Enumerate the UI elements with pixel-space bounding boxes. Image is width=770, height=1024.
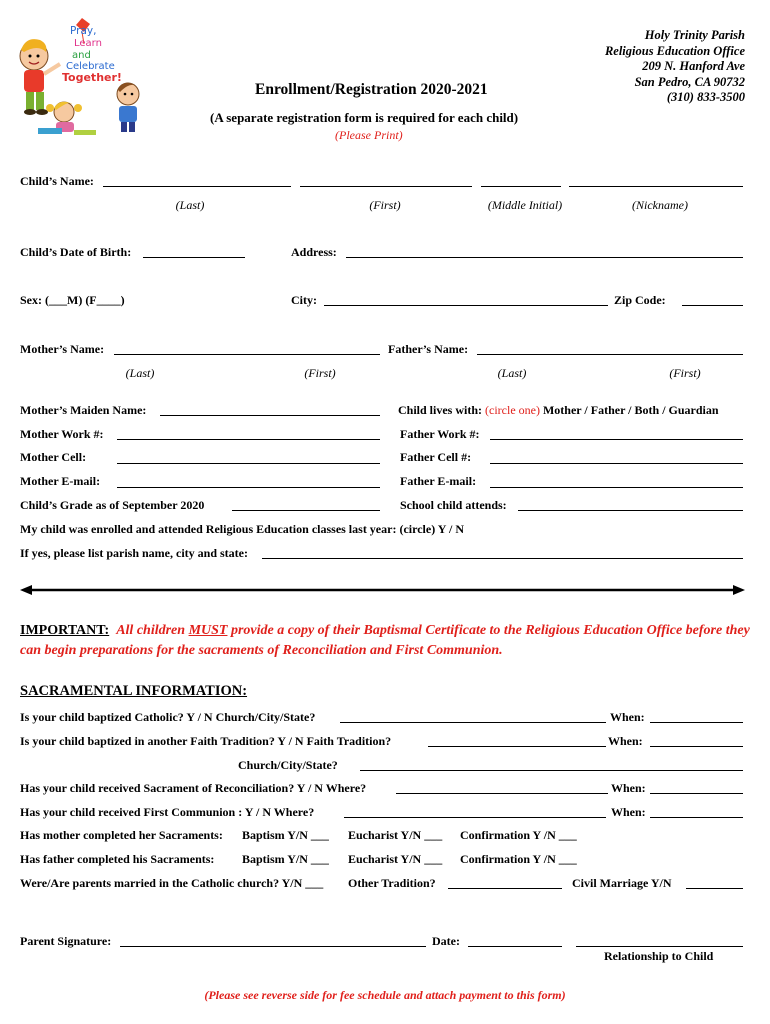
form-title: Enrollment/Registration 2020-2021 (255, 81, 488, 98)
reconciliation-when-field[interactable] (650, 793, 743, 794)
parish-city: San Pedro, CA 90732 (634, 74, 745, 89)
important-text-1: All children (116, 623, 186, 638)
relationship-label: Relationship to Child (604, 949, 714, 963)
enrolled-question[interactable]: My child was enrolled and attended Religious Education classes last year: (circle) Y / N (20, 522, 464, 536)
church-city-state-label: Church/City/State? (238, 758, 338, 772)
nickname-caption: (Nickname) (632, 198, 688, 212)
mother-first-caption: (First) (304, 366, 336, 380)
parish-phone: (310) 833-3500 (666, 90, 745, 104)
dob-field[interactable] (143, 257, 245, 258)
date-label: Date: (432, 934, 460, 948)
father-work-field[interactable] (490, 439, 743, 440)
church-city-state-field[interactable] (360, 770, 743, 771)
logo-text-5: Together! (62, 71, 122, 84)
mother-cell-label: Mother Cell: (20, 450, 87, 464)
communion-when-field[interactable] (650, 817, 743, 818)
please-print-note: (Please Print) (335, 128, 403, 142)
father-first-caption: (First) (669, 366, 701, 380)
mother-sacraments-label: Has mother completed her Sacraments: (20, 828, 223, 842)
child-nickname-field[interactable] (569, 186, 743, 187)
logo-text-4: Celebrate (66, 61, 115, 72)
baptized-catholic-question: Is your child baptized Catholic? Y / N Church/City/State? (20, 710, 316, 724)
mother-name-label: Mother’s Name: (20, 342, 105, 356)
address-field[interactable] (346, 257, 743, 258)
father-confirmation[interactable]: Confirmation Y /N ___ (460, 852, 577, 866)
civil-marriage-field[interactable] (686, 888, 743, 889)
married-question[interactable]: Were/Are parents married in the Catholic church? Y/N ___ (20, 876, 324, 890)
parent-signature-label: Parent Signature: (20, 934, 112, 948)
father-email-field[interactable] (490, 487, 743, 488)
footer-note: (Please see reverse side for fee schedule and attach payment to this form) (204, 988, 566, 1002)
parish-office: Religious Education Office (604, 43, 745, 58)
parish-address-block (605, 28, 745, 106)
parish-street: 209 N. Hanford Ave (642, 59, 745, 73)
father-work-label: Father Work #: (400, 427, 480, 441)
section-divider-arrow (20, 582, 745, 598)
other-tradition-label: Other Tradition? (348, 876, 436, 890)
mother-email-field[interactable] (117, 487, 380, 488)
relationship-field[interactable] (576, 946, 743, 947)
parish-list-label: If yes, please list parish name, city and state: (20, 546, 248, 560)
grade-field[interactable] (232, 510, 380, 511)
maiden-name-field[interactable] (160, 415, 380, 416)
city-label: City: (291, 293, 317, 307)
baptized-catholic-church-field[interactable] (340, 722, 606, 723)
grade-label: Child’s Grade as of September 2020 (20, 498, 205, 512)
child-last-name-field[interactable] (103, 186, 291, 187)
middle-initial-caption: (Middle Initial) (487, 198, 563, 212)
reconciliation-question: Has your child received Sacrament of Reconciliation? Y / N Where? (20, 781, 367, 795)
logo-text-3: and (72, 50, 91, 61)
important-text-2: provide a copy of their Baptismal Certificate to the Religious Education Office before they can begin preparations for the sacraments of Reconciliation and First Communion. (20, 623, 750, 658)
child-middle-initial-field[interactable] (481, 186, 561, 187)
baptized-other-question: Is your child baptized in another Faith Tradition? Y / N Faith Tradition? (20, 734, 392, 748)
father-sacraments-label: Has father completed his Sacraments: (20, 852, 215, 866)
parish-logo (12, 16, 152, 140)
father-cell-field[interactable] (490, 463, 743, 464)
civil-marriage-label: Civil Marriage Y/N (572, 876, 672, 890)
important-label: IMPORTANT: (20, 623, 110, 638)
mother-confirmation[interactable]: Confirmation Y /N ___ (460, 828, 577, 842)
lives-with-options[interactable]: Mother / Father / Both / Guardian (542, 403, 719, 417)
address-label: Address: (291, 245, 337, 259)
father-eucharist[interactable]: Eucharist Y/N ___ (348, 852, 443, 866)
faith-tradition-field[interactable] (428, 746, 606, 747)
city-field[interactable] (324, 305, 608, 306)
mother-name-field[interactable] (114, 354, 380, 355)
mother-cell-field[interactable] (117, 463, 380, 464)
father-baptism[interactable]: Baptism Y/N ___ (242, 852, 329, 866)
father-cell-label: Father Cell #: (400, 450, 472, 464)
school-label: School child attends: (400, 498, 507, 512)
date-field[interactable] (468, 946, 562, 947)
reconciliation-when-label: When: (611, 781, 646, 795)
baptized-other-when-label: When: (608, 734, 643, 748)
child-name-label: Child’s Name: (20, 174, 94, 188)
maiden-name-label: Mother’s Maiden Name: (20, 403, 147, 417)
mother-eucharist[interactable]: Eucharist Y/N ___ (348, 828, 443, 842)
communion-question: Has your child received First Communion : Y / N Where? (20, 805, 315, 819)
communion-when-label: When: (611, 805, 646, 819)
last-caption: (Last) (175, 198, 205, 212)
form-subtitle: (A separate registration form is required for each child) (210, 110, 519, 125)
lives-with-row (398, 403, 719, 417)
dob-label: Child’s Date of Birth: (20, 245, 132, 259)
first-caption: (First) (369, 198, 401, 212)
school-field[interactable] (518, 510, 743, 511)
father-name-label: Father’s Name: (388, 342, 469, 356)
logo-text-1: Pray, (70, 25, 97, 37)
lives-with-label: Child lives with: (398, 403, 483, 417)
zip-field[interactable] (682, 305, 743, 306)
sex-label: Sex: (___M) (F____) (20, 293, 125, 307)
zip-label: Zip Code: (614, 293, 666, 307)
logo-text-2: Learn (74, 38, 102, 49)
sacramental-heading: SACRAMENTAL INFORMATION: (20, 683, 248, 699)
father-email-label: Father E-mail: (400, 474, 477, 488)
reconciliation-where-field[interactable] (396, 793, 608, 794)
important-notice (20, 621, 750, 661)
baptized-catholic-when-field[interactable] (650, 722, 743, 723)
mother-last-caption: (Last) (125, 366, 155, 380)
baptized-other-when-field[interactable] (650, 746, 743, 747)
parish-name: Holy Trinity Parish (644, 28, 745, 42)
mother-work-label: Mother Work #: (20, 427, 104, 441)
important-must: MUST (188, 623, 228, 638)
mother-baptism[interactable]: Baptism Y/N ___ (242, 828, 329, 842)
father-name-field[interactable] (477, 354, 743, 355)
parish-list-field[interactable] (262, 558, 743, 559)
mother-work-field[interactable] (117, 439, 380, 440)
mother-email-label: Mother E-mail: (20, 474, 101, 488)
child-first-name-field[interactable] (300, 186, 472, 187)
baptized-catholic-when-label: When: (610, 710, 645, 724)
other-tradition-field[interactable] (448, 888, 562, 889)
father-last-caption: (Last) (497, 366, 527, 380)
lives-with-hint: (circle one) (485, 403, 540, 417)
communion-where-field[interactable] (344, 817, 606, 818)
parent-signature-field[interactable] (120, 946, 426, 947)
